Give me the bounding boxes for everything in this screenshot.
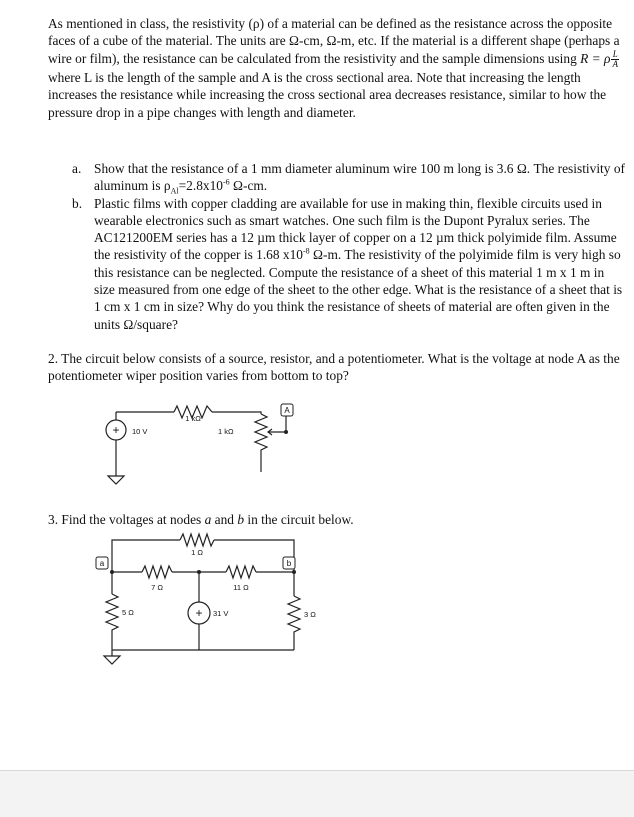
source-plus-sign-2: + — [195, 606, 203, 620]
item-a-text-1: Show that the resistance of a 1 mm diameter aluminum wire 100 m long is 3.6 Ω. The resistivity of aluminum is ρ — [94, 161, 625, 194]
r5-label: 5 Ω — [122, 608, 134, 617]
circuit-diagram-2 — [94, 532, 316, 672]
junction-dot-right — [292, 570, 296, 574]
formula-numerator: L — [612, 49, 618, 60]
resistor-label: 1 kΩ — [185, 414, 201, 423]
list-item-a — [72, 160, 628, 195]
source-plus-sign: + — [112, 423, 120, 437]
node-a-label: A — [284, 406, 290, 415]
question-2-text: 2. The circuit below consists of a source, resistor, and a potentiometer. What is the voltage at node A as the potentiometer wiper position varies from bottom to top? — [48, 351, 620, 384]
q3-text-mid: and — [211, 512, 238, 527]
junction-dot-center — [197, 570, 201, 574]
formula-lhs: R = ρ — [580, 50, 611, 66]
r3-label: 3 Ω — [304, 610, 316, 619]
item-a-text-2: =2.8x10 — [178, 178, 224, 194]
item-a-subscript: Al — [170, 186, 179, 196]
q3-node-a-text: a — [204, 512, 212, 527]
node-a-label-2: a — [99, 559, 105, 568]
footer-band — [0, 770, 634, 817]
source-label: 10 V — [132, 427, 148, 436]
r11-label: 11 Ω — [233, 583, 249, 592]
item-b-superscript: -8 — [303, 247, 310, 257]
list-marker-b: b. — [72, 195, 83, 211]
question-1-list — [72, 160, 628, 333]
q3-node-b-text: b — [237, 512, 245, 527]
item-a-superscript: -6 — [223, 177, 230, 187]
item-b-text-1: Plastic films with copper cladding are available for use in making thin, flexible circuits used in wearable electronics such as smart watches. One such film is the Dupont Pyralux series. The AC121200EM series has a 12 µm thick layer of copper on a 12 µm thick polyimide film. Assume the resistivity of the copper is 1.68 x10 — [94, 195, 617, 263]
junction-dot-left — [110, 570, 114, 574]
formula-denominator: A — [612, 59, 618, 70]
list-marker-a: a. — [72, 161, 82, 176]
source-31v-label: 31 V — [213, 609, 229, 618]
q3-text-post: in the circuit below. — [244, 512, 354, 527]
intro-text-1: As mentioned in class, the resistivity (ρ) of a material can be defined as the resistance across the opposite faces of a cube of the material. The units are Ω-cm, Ω-m, etc. If the material is a different shape (perhaps a wire or film), the resistance can be calculated from the resistivity and the sample dimensions using — [48, 16, 620, 66]
top-resistor-label: 1 Ω — [191, 548, 203, 557]
item-b-text-2: Ω-m. The resistivity of the polyimide film is very high so this resistance can be neglected. Compute the resistance of a sheet of this material 1 m x 1 m in size measured from one edge of the sheet to the other edge. What is the resistance of a sheet that is 1 cm x 1 cm in size? Why do you think the resistance of sheets of material are often given in the units Ω/square? — [94, 247, 623, 332]
potentiometer-label: 1 kΩ — [218, 427, 234, 436]
intro-paragraph — [48, 15, 626, 121]
item-a-text-3: Ω-cm. — [229, 178, 268, 194]
list-item-b — [72, 195, 628, 333]
question-3-text — [48, 511, 626, 528]
circuit-diagram-1 — [96, 392, 306, 488]
wiper-dot — [284, 430, 288, 434]
q3-text-pre: 3. Find the voltages at nodes — [48, 512, 205, 527]
r7-label: 7 Ω — [151, 583, 163, 592]
node-b-label: b — [286, 559, 292, 568]
intro-text-2: where L is the length of the sample and A is the cross sectional area. Note that increasing the length increases the resistance while increasing the cross sectional area decreases resistance, similar to how the pressure drop in a pipe changes with length and diameter. — [48, 70, 607, 120]
formula-fraction — [611, 50, 619, 69]
